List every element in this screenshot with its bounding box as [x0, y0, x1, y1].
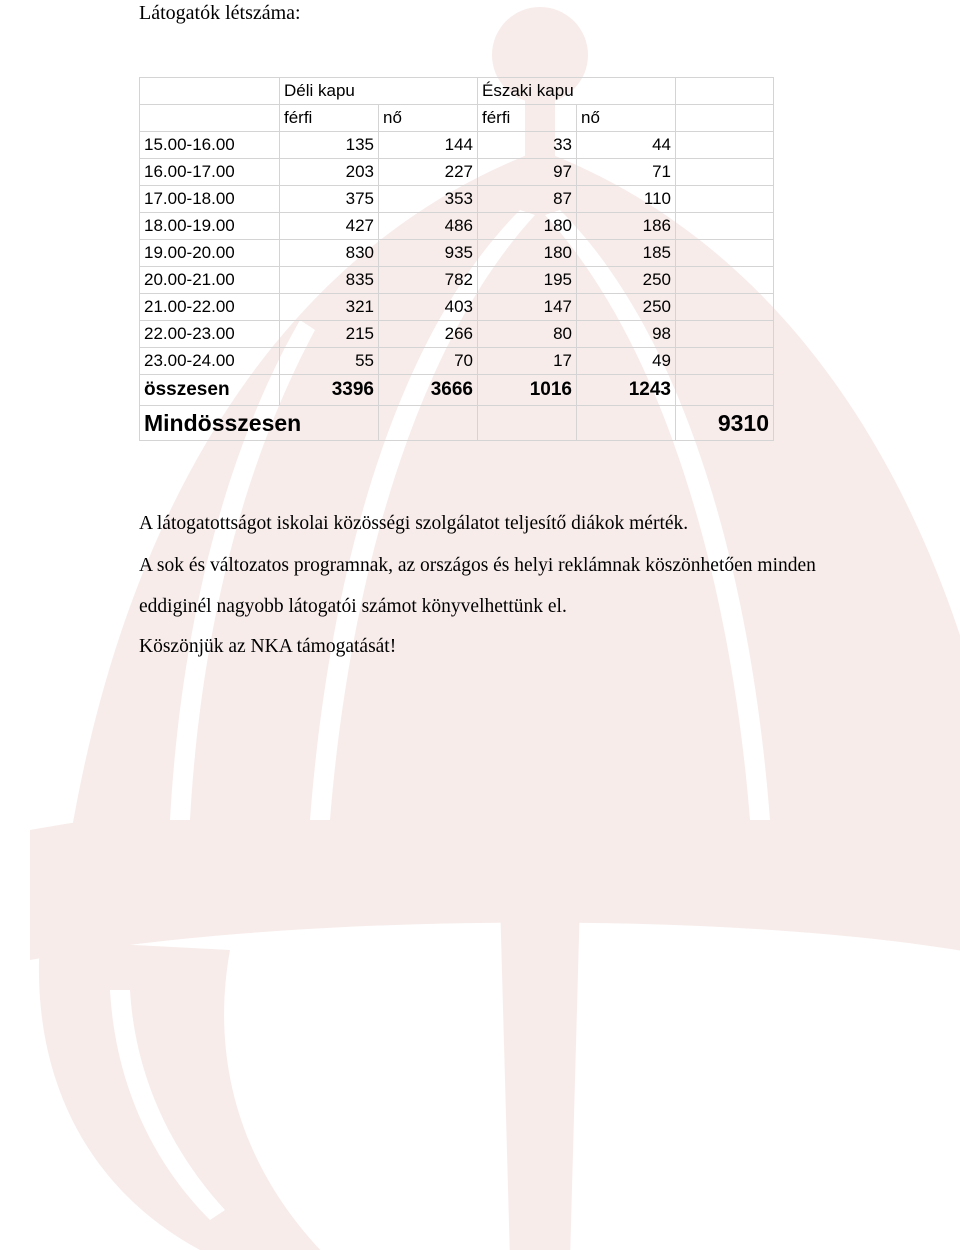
value-cell: 935 — [379, 240, 478, 267]
value-cell: 830 — [280, 240, 379, 267]
table-row — [140, 321, 774, 348]
empty-cell — [676, 159, 774, 186]
value-cell: 80 — [478, 321, 577, 348]
value-cell: 215 — [280, 321, 379, 348]
value-cell: 186 — [577, 213, 676, 240]
grand-total-row — [140, 406, 774, 441]
header-gender: férfi — [280, 105, 379, 132]
header-gender: nő — [577, 105, 676, 132]
empty-cell — [676, 321, 774, 348]
table-row — [140, 267, 774, 294]
paragraph-thanks-line-1: A sok és változatos programnak, az országos és helyi reklámnak köszönhetően minden — [139, 555, 816, 576]
time-slot: 20.00-21.00 — [140, 267, 280, 294]
value-cell: 44 — [577, 132, 676, 159]
header-genders-row — [140, 105, 774, 132]
table-row — [140, 240, 774, 267]
time-slot: 18.00-19.00 — [140, 213, 280, 240]
grand-total-value: 9310 — [676, 406, 774, 441]
value-cell: 98 — [577, 321, 676, 348]
empty-cell — [676, 348, 774, 375]
value-cell: 835 — [280, 267, 379, 294]
empty-cell — [379, 406, 478, 441]
value-cell: 195 — [478, 267, 577, 294]
value-cell: 375 — [280, 186, 379, 213]
value-cell: 110 — [577, 186, 676, 213]
value-cell: 203 — [280, 159, 379, 186]
value-cell: 97 — [478, 159, 577, 186]
empty-cell — [478, 406, 577, 441]
total-value: 3666 — [379, 375, 478, 406]
table-row — [140, 186, 774, 213]
total-value: 1016 — [478, 375, 577, 406]
value-cell: 486 — [379, 213, 478, 240]
time-slot: 15.00-16.00 — [140, 132, 280, 159]
table-row — [140, 348, 774, 375]
empty-cell — [676, 375, 774, 406]
empty-cell — [140, 78, 280, 105]
value-cell: 180 — [478, 240, 577, 267]
value-cell: 135 — [280, 132, 379, 159]
empty-cell — [676, 294, 774, 321]
table-row — [140, 213, 774, 240]
value-cell: 782 — [379, 267, 478, 294]
header-south-gate: Déli kapu — [280, 78, 478, 105]
header-gender: férfi — [478, 105, 577, 132]
header-gates-row — [140, 78, 774, 105]
value-cell: 266 — [379, 321, 478, 348]
visitor-table — [139, 77, 774, 441]
time-slot: 17.00-18.00 — [140, 186, 280, 213]
time-slot: 23.00-24.00 — [140, 348, 280, 375]
value-cell: 147 — [478, 294, 577, 321]
time-slot: 22.00-23.00 — [140, 321, 280, 348]
time-slot: 19.00-20.00 — [140, 240, 280, 267]
value-cell: 49 — [577, 348, 676, 375]
page-heading: Látogatók létszáma: — [139, 2, 301, 24]
empty-cell — [676, 105, 774, 132]
paragraph-acknowledgement: Köszönjük az NKA támogatását! — [139, 636, 397, 657]
paragraph-measurement-note: A látogatottságot iskolai közösségi szolgálatot teljesítő diákok mérték. — [139, 513, 689, 534]
empty-cell — [676, 132, 774, 159]
value-cell: 250 — [577, 294, 676, 321]
empty-cell — [676, 78, 774, 105]
grand-total-label: Mindösszesen — [140, 406, 379, 441]
value-cell: 353 — [379, 186, 478, 213]
value-cell: 227 — [379, 159, 478, 186]
value-cell: 87 — [478, 186, 577, 213]
total-value: 3396 — [280, 375, 379, 406]
time-slot: 16.00-17.00 — [140, 159, 280, 186]
empty-cell — [676, 213, 774, 240]
value-cell: 17 — [478, 348, 577, 375]
value-cell: 321 — [280, 294, 379, 321]
total-row — [140, 375, 774, 406]
table-row — [140, 294, 774, 321]
empty-cell — [676, 267, 774, 294]
total-label: összesen — [140, 375, 280, 406]
value-cell: 185 — [577, 240, 676, 267]
value-cell: 250 — [577, 267, 676, 294]
value-cell: 71 — [577, 159, 676, 186]
paragraph-thanks-line-2: eddiginél nagyobb látogatói számot könyvelhettünk el. — [139, 596, 567, 617]
value-cell: 180 — [478, 213, 577, 240]
value-cell: 33 — [478, 132, 577, 159]
value-cell: 403 — [379, 294, 478, 321]
value-cell: 70 — [379, 348, 478, 375]
total-value: 1243 — [577, 375, 676, 406]
table-row — [140, 132, 774, 159]
value-cell: 427 — [280, 213, 379, 240]
header-north-gate: Északi kapu — [478, 78, 676, 105]
value-cell: 144 — [379, 132, 478, 159]
empty-cell — [577, 406, 676, 441]
empty-cell — [676, 240, 774, 267]
header-gender: nő — [379, 105, 478, 132]
empty-cell — [140, 105, 280, 132]
time-slot: 21.00-22.00 — [140, 294, 280, 321]
table-row — [140, 159, 774, 186]
empty-cell — [676, 186, 774, 213]
value-cell: 55 — [280, 348, 379, 375]
